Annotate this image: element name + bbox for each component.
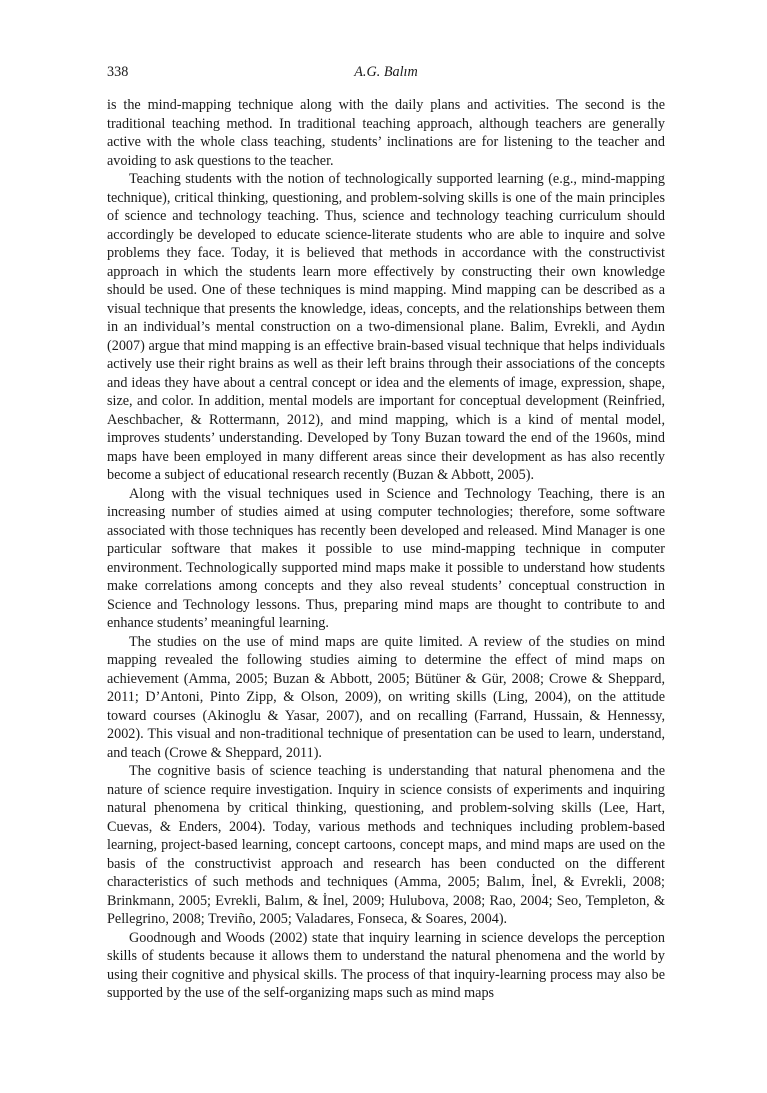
paragraph: The studies on the use of mind maps are quite limited. A review of the studies on mind mapping revealed the following studies aiming to determine the effect of mind maps on achievement (Amma, 2005; Buzan & Abbott, 2005; Bütüner & Gür, 2008; Crowe & Sheppard, 2011; D’Antoni, Pinto Zipp, & Olson, 2009), on writing skills (Ling, 2004), on the attitude toward courses (Akinoglu & Yasar, 2007), and on recalling (Farrand, Hussain, & Hennessy, 2002). This visual and non-traditional technique of presentation can be used to learn, understand, and teach (Crowe & Sheppard, 2011). xyxy=(107,633,665,761)
paragraph: The cognitive basis of science teaching is understanding that natural phenomena and the nature of science require investigation. Inquiry in science consists of experiments and inquiring natural phenomena by critical thinking, questioning, and problem-solving skills (Lee, Hart, Cuevas, & Enders, 2004). Today, various methods and techniques including problem-based learning, project-based learning, concept cartoons, concept maps, and mind maps are used on the basis of the constructivist approach and research has been conducted on the different characteristics of such methods and techniques (Amma, 2005; Balım, İnel, & Evrekli, 2008; Brinkmann, 2005; Evrekli, Balım, & İnel, 2009; Hulubova, 2008; Rao, 2004; Seo, Templeton, & Pellegrino, 2008; Treviño, 2005; Valadares, Fonseca, & Soares, 2004). xyxy=(107,763,665,927)
page-number: 338 xyxy=(107,64,129,80)
body-text xyxy=(107,96,665,1003)
paragraph: Goodnough and Woods (2002) state that inquiry learning in science develops the perception skills of students because it allows them to understand the natural phenomena and the world by using their cognitive and physical skills. The process of that inquiry-learning process may also be supported by the use of the self-organizing maps such as mind maps xyxy=(107,929,665,1001)
paragraph: Teaching students with the notion of technologically supported learning (e.g., mind-mapping technique), critical thinking, questioning, and problem-solving skills is one of the main principles of science and technology teaching. Thus, science and technology teaching curriculum should accordingly be developed to educate science-literate students who are able to inquire and solve problems they face. Today, it is believed that methods in accordance with the constructivist approach in which the students learn more effectively by constructing their own knowledge should be used. One of these techniques is mind mapping. Mind mapping can be described as a visual technique that presents the knowledge, ideas, concepts, and the relationships between them in an individual’s mental construction on a two-dimensional plane. Balim, Evrekli, and Aydın (2007) argue that mind mapping is an effective brain-based visual technique that helps individuals actively use their right brains as well as their left brains through their associations of the concepts and ideas they have about a central concept or idea and the elements of image, expression, shape, size, and color. In addition, mental models are important for conceptual development (Reinfried, Aeschbacher, & Rottermann, 2012), and mind mapping, which is a kind of mental model, improves students’ understanding. Developed by Tony Buzan toward the end of the 1960s, mind maps have been employed in many different areas since their development as has also recently become a subject of educational research recently (Buzan & Abbott, 2005). xyxy=(107,171,665,483)
paragraph-continuation: is the mind-mapping technique along with the daily plans and activities. The second is the traditional teaching method. In traditional teaching approach, although teachers are generally active with the whole class teaching, students’ inclinations are for listening to the teacher and avoiding to ask questions to the teacher. xyxy=(107,97,665,169)
paragraph: Along with the visual techniques used in Science and Technology Teaching, there is an increasing number of studies aimed at using computer technologies; therefore, some software associated with those techniques has recently been developed and released. Mind Manager is one particular software that makes it possible to use mind-mapping technique in computer environment. Technologically supported mind maps make it possible to understand how students make correlations among concepts and they also reveal students’ conceptual construction in Science and Technology lessons. Thus, preparing mind maps are thought to contribute to and enhance students’ meaningful learning. xyxy=(107,485,665,631)
page-header xyxy=(107,62,665,82)
running-head-author: A.G. Balım xyxy=(354,64,418,80)
